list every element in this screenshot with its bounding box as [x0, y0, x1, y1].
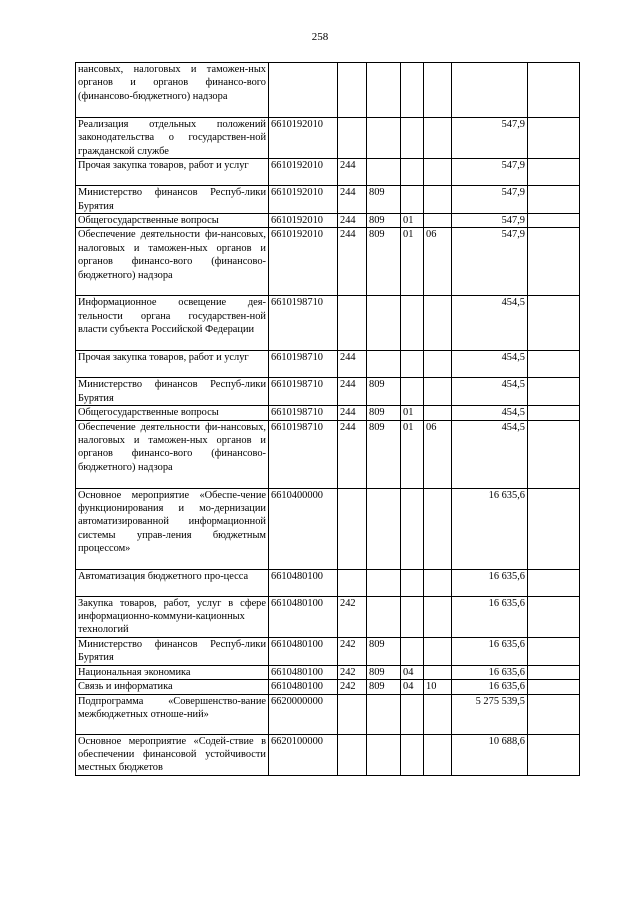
administrator-code-cell	[367, 488, 401, 569]
administrator-code-cell: 809	[367, 420, 401, 488]
table-row	[76, 186, 580, 214]
target-code-cell: 6610198710	[269, 420, 338, 488]
table-row	[76, 420, 580, 488]
expense-type-cell: 242	[338, 596, 367, 637]
section-code-cell	[401, 159, 424, 186]
target-code-cell: 6620100000	[269, 734, 338, 775]
subsection-code-cell	[424, 694, 452, 734]
amount-cell: 16 635,6	[452, 680, 528, 694]
table-row	[76, 406, 580, 420]
table-row	[76, 159, 580, 186]
extra-cell	[528, 118, 580, 159]
section-code-cell: 01	[401, 406, 424, 420]
table-row	[76, 569, 580, 596]
target-code-cell: 6610192010	[269, 118, 338, 159]
subsection-code-cell	[424, 214, 452, 228]
section-code-cell	[401, 637, 424, 665]
subsection-code-cell	[424, 596, 452, 637]
extra-cell	[528, 406, 580, 420]
extra-cell	[528, 351, 580, 378]
section-code-cell	[401, 186, 424, 214]
section-code-cell	[401, 296, 424, 351]
section-code-cell	[401, 694, 424, 734]
subsection-code-cell	[424, 296, 452, 351]
administrator-code-cell: 809	[367, 228, 401, 296]
administrator-code-cell	[367, 734, 401, 775]
expense-type-cell: 242	[338, 665, 367, 679]
amount-cell: 10 688,6	[452, 734, 528, 775]
item-name-cell: Министерство финансов Респуб-лики Бурятия	[76, 186, 269, 214]
expense-type-cell: 244	[338, 228, 367, 296]
administrator-code-cell	[367, 159, 401, 186]
target-code-cell: 6610480100	[269, 680, 338, 694]
target-code-cell: 6610400000	[269, 488, 338, 569]
page-number: 258	[311, 31, 329, 43]
expense-type-cell: 242	[338, 680, 367, 694]
section-code-cell	[401, 734, 424, 775]
subsection-code-cell	[424, 665, 452, 679]
item-name-cell: Реализация отдельных положений законодательства о государствен-ной гражданской службе	[76, 118, 269, 159]
target-code-cell: 6610192010	[269, 159, 338, 186]
target-code-cell	[269, 63, 338, 118]
section-code-cell	[401, 63, 424, 118]
subsection-code-cell	[424, 488, 452, 569]
table-row	[76, 665, 580, 679]
target-code-cell: 6610480100	[269, 596, 338, 637]
amount-cell: 16 635,6	[452, 665, 528, 679]
amount-cell: 547,9	[452, 118, 528, 159]
expense-type-cell	[338, 118, 367, 159]
target-code-cell: 6610480100	[269, 569, 338, 596]
extra-cell	[528, 296, 580, 351]
table-row	[76, 734, 580, 775]
amount-cell: 454,5	[452, 378, 528, 406]
extra-cell	[528, 159, 580, 186]
administrator-code-cell: 809	[367, 637, 401, 665]
table-row	[76, 680, 580, 694]
administrator-code-cell	[367, 596, 401, 637]
administrator-code-cell: 809	[367, 214, 401, 228]
target-code-cell: 6610192010	[269, 228, 338, 296]
subsection-code-cell	[424, 734, 452, 775]
expense-type-cell: 244	[338, 214, 367, 228]
amount-cell: 454,5	[452, 420, 528, 488]
table-row	[76, 296, 580, 351]
item-name-cell: Министерство финансов Респуб-лики Бурятия	[76, 637, 269, 665]
extra-cell	[528, 378, 580, 406]
table-row	[76, 351, 580, 378]
extra-cell	[528, 596, 580, 637]
table-body	[76, 63, 580, 776]
amount-cell: 16 635,6	[452, 569, 528, 596]
extra-cell	[528, 694, 580, 734]
amount-cell	[452, 63, 528, 118]
administrator-code-cell	[367, 63, 401, 118]
target-code-cell: 6610480100	[269, 665, 338, 679]
table-row	[76, 63, 580, 118]
expense-type-cell: 244	[338, 186, 367, 214]
amount-cell: 454,5	[452, 296, 528, 351]
budget-table	[75, 62, 580, 776]
item-name-cell: Закупка товаров, работ, услуг в сфере информационно-коммуни-кационных технологий	[76, 596, 269, 637]
item-name-cell: Связь и информатика	[76, 680, 269, 694]
target-code-cell: 6610192010	[269, 186, 338, 214]
extra-cell	[528, 569, 580, 596]
expense-type-cell	[338, 296, 367, 351]
table-row	[76, 214, 580, 228]
section-code-cell: 01	[401, 214, 424, 228]
expense-type-cell: 244	[338, 420, 367, 488]
item-name-cell: Основное мероприятие «Содей-ствие в обеспечении финансовой устойчивости местных бюджетов	[76, 734, 269, 775]
administrator-code-cell	[367, 351, 401, 378]
item-name-cell: Обеспечение деятельности фи-нансовых, налоговых и таможен-ных органов и органов финансо-вого (финансово-бюджетного) надзора	[76, 228, 269, 296]
extra-cell	[528, 680, 580, 694]
subsection-code-cell	[424, 569, 452, 596]
expense-type-cell	[338, 734, 367, 775]
section-code-cell: 04	[401, 680, 424, 694]
subsection-code-cell	[424, 159, 452, 186]
target-code-cell: 6610198710	[269, 406, 338, 420]
amount-cell: 454,5	[452, 406, 528, 420]
expense-type-cell	[338, 488, 367, 569]
extra-cell	[528, 420, 580, 488]
amount-cell: 547,9	[452, 186, 528, 214]
item-name-cell: нансовых, налоговых и таможен-ных органов и органов финансо-вого (финансово-бюджетного) надзора	[76, 63, 269, 118]
item-name-cell: Общегосударственные вопросы	[76, 214, 269, 228]
amount-cell: 5 275 539,5	[452, 694, 528, 734]
table-row	[76, 488, 580, 569]
expense-type-cell: 244	[338, 378, 367, 406]
administrator-code-cell	[367, 296, 401, 351]
extra-cell	[528, 228, 580, 296]
extra-cell	[528, 214, 580, 228]
administrator-code-cell: 809	[367, 680, 401, 694]
target-code-cell: 6610192010	[269, 214, 338, 228]
section-code-cell: 01	[401, 420, 424, 488]
extra-cell	[528, 488, 580, 569]
amount-cell: 16 635,6	[452, 596, 528, 637]
expense-type-cell	[338, 569, 367, 596]
item-name-cell: Национальная экономика	[76, 665, 269, 679]
item-name-cell: Прочая закупка товаров, работ и услуг	[76, 351, 269, 378]
table-row	[76, 694, 580, 734]
section-code-cell	[401, 596, 424, 637]
subsection-code-cell	[424, 637, 452, 665]
extra-cell	[528, 637, 580, 665]
amount-cell: 547,9	[452, 228, 528, 296]
amount-cell: 547,9	[452, 214, 528, 228]
section-code-cell	[401, 118, 424, 159]
subsection-code-cell: 06	[424, 228, 452, 296]
amount-cell: 16 635,6	[452, 488, 528, 569]
target-code-cell: 6620000000	[269, 694, 338, 734]
item-name-cell: Основное мероприятие «Обеспе-чение функционирования и мо-дернизации автоматизированной информационной системы управ-ления бюджетным процессом»	[76, 488, 269, 569]
administrator-code-cell: 809	[367, 186, 401, 214]
target-code-cell: 6610198710	[269, 351, 338, 378]
expense-type-cell	[338, 63, 367, 118]
subsection-code-cell	[424, 186, 452, 214]
section-code-cell	[401, 351, 424, 378]
expense-type-cell: 244	[338, 351, 367, 378]
extra-cell	[528, 734, 580, 775]
target-code-cell: 6610198710	[269, 296, 338, 351]
section-code-cell: 01	[401, 228, 424, 296]
administrator-code-cell: 809	[367, 378, 401, 406]
amount-cell: 16 635,6	[452, 637, 528, 665]
section-code-cell	[401, 488, 424, 569]
extra-cell	[528, 186, 580, 214]
table-row	[76, 118, 580, 159]
section-code-cell	[401, 378, 424, 406]
item-name-cell: Информационное освещение дея-тельности органа государствен-ной власти субъекта Российской Федерации	[76, 296, 269, 351]
subsection-code-cell	[424, 351, 452, 378]
item-name-cell: Министерство финансов Респуб-лики Бурятия	[76, 378, 269, 406]
expense-type-cell: 242	[338, 637, 367, 665]
section-code-cell: 04	[401, 665, 424, 679]
subsection-code-cell	[424, 378, 452, 406]
administrator-code-cell	[367, 118, 401, 159]
table-row	[76, 228, 580, 296]
expense-type-cell: 244	[338, 406, 367, 420]
amount-cell: 454,5	[452, 351, 528, 378]
administrator-code-cell: 809	[367, 665, 401, 679]
item-name-cell: Общегосударственные вопросы	[76, 406, 269, 420]
item-name-cell: Подпрограмма «Совершенство-вание межбюджетных отноше-ний»	[76, 694, 269, 734]
subsection-code-cell	[424, 63, 452, 118]
table-row	[76, 637, 580, 665]
subsection-code-cell: 06	[424, 420, 452, 488]
subsection-code-cell: 10	[424, 680, 452, 694]
target-code-cell: 6610480100	[269, 637, 338, 665]
administrator-code-cell	[367, 694, 401, 734]
extra-cell	[528, 63, 580, 118]
expense-type-cell	[338, 694, 367, 734]
table-row	[76, 378, 580, 406]
administrator-code-cell	[367, 569, 401, 596]
administrator-code-cell: 809	[367, 406, 401, 420]
item-name-cell: Прочая закупка товаров, работ и услуг	[76, 159, 269, 186]
amount-cell: 547,9	[452, 159, 528, 186]
expense-type-cell: 244	[338, 159, 367, 186]
subsection-code-cell	[424, 118, 452, 159]
table-row	[76, 596, 580, 637]
section-code-cell	[401, 569, 424, 596]
item-name-cell: Обеспечение деятельности фи-нансовых, налоговых и таможен-ных органов и органов финансо-вого (финансово-бюджетного) надзора	[76, 420, 269, 488]
item-name-cell: Автоматизация бюджетного про-цесса	[76, 569, 269, 596]
target-code-cell: 6610198710	[269, 378, 338, 406]
extra-cell	[528, 665, 580, 679]
subsection-code-cell	[424, 406, 452, 420]
